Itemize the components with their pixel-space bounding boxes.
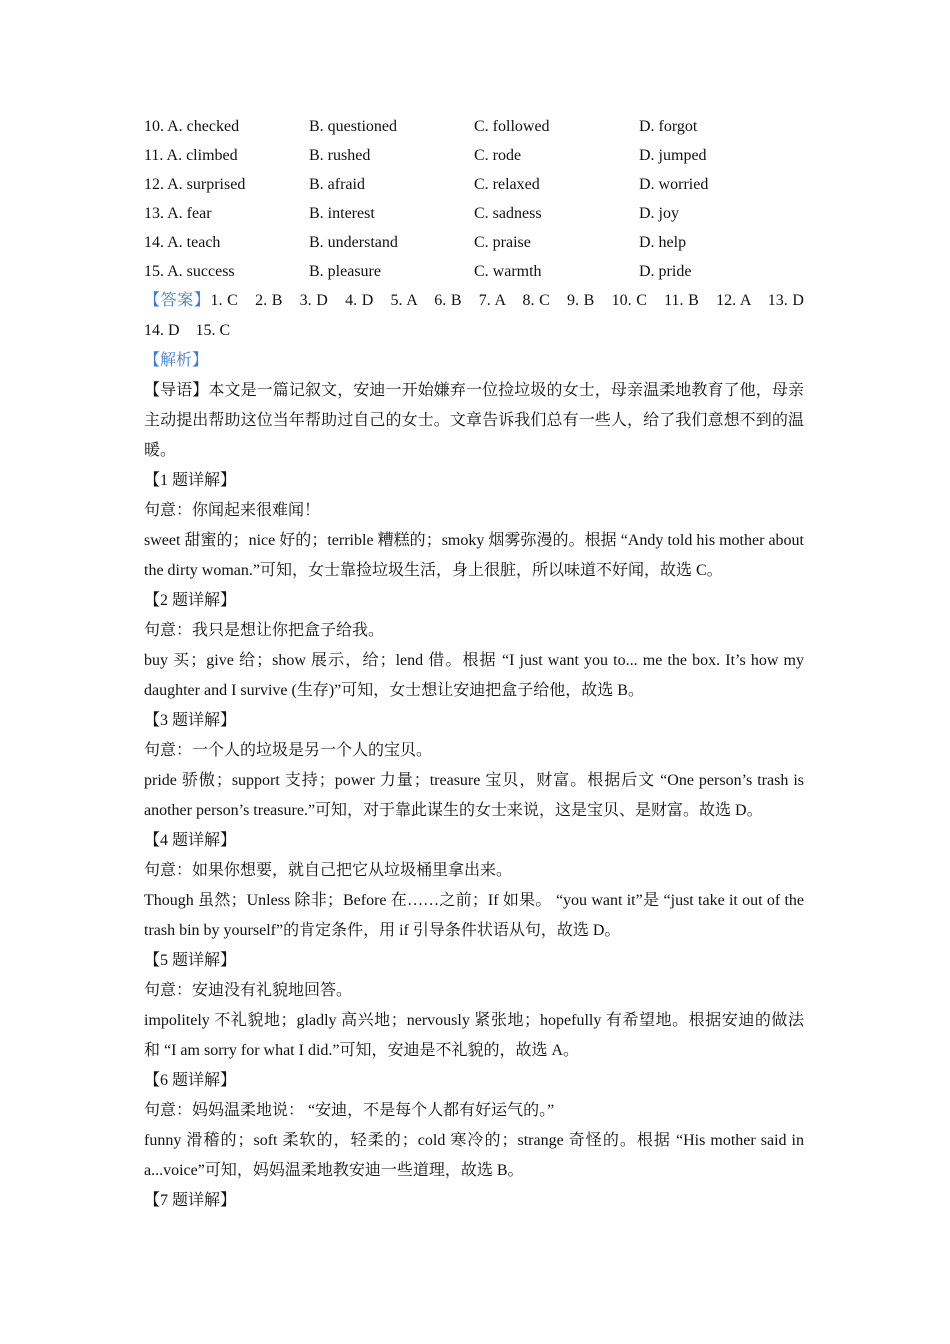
option-c: C. relaxed <box>474 176 540 193</box>
option-row <box>144 112 804 141</box>
option-num: 10. A. checked <box>144 118 240 135</box>
option-c: C. followed <box>474 118 550 135</box>
section-detail: funny 滑稽的；soft 柔软的，轻柔的；cold 寒冷的；strange 奇怪的。根据 “His mother said in a...voice”可知，妈妈温柔地教安迪一些道理，故选 B。 <box>144 1132 804 1179</box>
answers: 1. C 2. B 3. D 4. D 5. A 6. B 7. A 8. C 9. B 10. C 11. B 12. A 13. D 14. D 15. C <box>144 292 820 339</box>
option-d: D. joy <box>639 205 679 222</box>
section-detail: sweet 甜蜜的；nice 好的；terrible 糟糕的；smoky 烟雾弥漫的。根据 “Andy told his mother about the dirty woman.”可知，女士靠捡垃圾生活，身上很脏，所以味道不好闻，故选 C。 <box>144 532 804 579</box>
answer-label: 【答案】 <box>144 292 211 309</box>
option-d: D. jumped <box>639 147 707 164</box>
intro-paragraph: 【导语】本文是一篇记叙文，安迪一开始嫌弃一位捡垃圾的女士，母亲温柔地教育了他，母亲主动提出帮助这位当年帮助过自己的女士。文章告诉我们总有一些人，给了我们意想不到的温暖。 <box>144 382 804 459</box>
option-d: D. worried <box>639 176 709 193</box>
option-c: C. praise <box>474 234 531 251</box>
section-title: 【4 题详解】 <box>144 832 237 849</box>
section-detail: impolitely 不礼貌地；gladly 高兴地；nervously 紧张地；hopefully 有希望地。根据安迪的做法和 “I am sorry for what I did.”可知，安迪是不礼貌的，故选 A。 <box>144 1012 804 1059</box>
section-meaning: 句意：我只是想让你把盒子给我。 <box>144 622 385 639</box>
option-b: B. rushed <box>309 147 371 164</box>
section-title: 【6 题详解】 <box>144 1072 237 1089</box>
section-meaning: 句意：妈妈温柔地说： “安迪，不是每个人都有好运气的。” <box>144 1102 555 1119</box>
option-row <box>144 141 804 170</box>
option-b: B. pleasure <box>309 263 381 280</box>
option-num: 11. A. climbed <box>144 147 238 164</box>
option-b: B. afraid <box>309 176 365 193</box>
section-detail: buy 买；give 给；show 展示，给；lend 借。根据 “I just want you to... me the box. It’s how my daughter and I survive (生存)”可知，女士想让安迪把盒子给他，故选 B。 <box>144 652 804 699</box>
option-c: C. rode <box>474 147 522 164</box>
option-row <box>144 199 804 228</box>
option-d: D. help <box>639 234 687 251</box>
option-b: B. questioned <box>309 118 397 135</box>
analysis-label: 【解析】 <box>144 352 209 369</box>
section-title: 【5 题详解】 <box>144 952 237 969</box>
section-title: 【3 题详解】 <box>144 712 237 729</box>
section-meaning: 句意：你闻起来很难闻！ <box>144 502 321 519</box>
answer-line <box>144 286 820 346</box>
options-table <box>144 112 804 286</box>
option-c: C. sadness <box>474 205 542 222</box>
section-meaning: 句意：一个人的垃圾是另一个人的宝贝。 <box>144 742 433 759</box>
explanation-sections <box>144 466 804 1216</box>
option-num: 14. A. teach <box>144 234 221 251</box>
section-title: 【7 题详解】 <box>144 1192 237 1209</box>
document-page <box>144 112 820 1216</box>
option-c: C. warmth <box>474 263 542 280</box>
section-title: 【1 题详解】 <box>144 472 237 489</box>
option-num: 15. A. success <box>144 263 235 280</box>
section-meaning: 句意：如果你想要，就自己把它从垃圾桶里拿出来。 <box>144 862 513 879</box>
option-num: 12. A. surprised <box>144 176 246 193</box>
option-num: 13. A. fear <box>144 205 212 222</box>
option-row <box>144 257 804 286</box>
section-detail: Though 虽然；Unless 除非；Before 在……之前；If 如果。 “you want it”是 “just take it out of the trash bin by yourself”的肯定条件，用 if 引导条件状语从句，故选 D。 <box>144 892 804 939</box>
option-d: D. forgot <box>639 118 698 135</box>
section-meaning: 句意：安迪没有礼貌地回答。 <box>144 982 353 999</box>
option-b: B. understand <box>309 234 398 251</box>
section-title: 【2 题详解】 <box>144 592 237 609</box>
option-row <box>144 228 804 257</box>
option-row <box>144 170 804 199</box>
section-detail: pride 骄傲；support 支持；power 力量；treasure 宝贝，财富。根据后文 “One person’s trash is another person’s treasure.”可知，对于靠此谋生的女士来说，这是宝贝、是财富。故选 D。 <box>144 772 804 819</box>
option-b: B. interest <box>309 205 375 222</box>
option-d: D. pride <box>639 263 692 280</box>
